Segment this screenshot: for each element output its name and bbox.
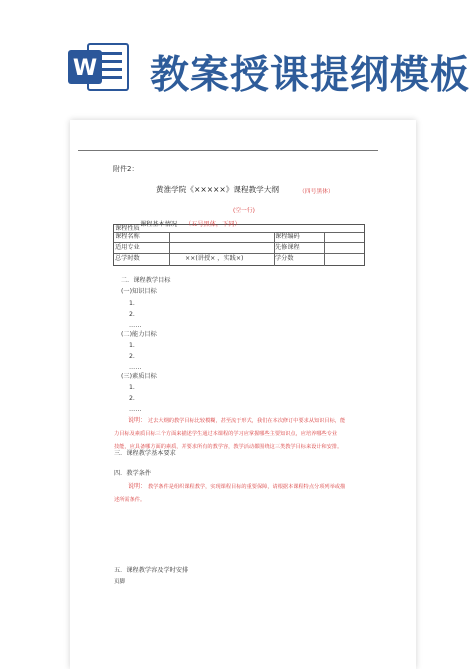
section-heading: 四．教学条件 xyxy=(114,470,152,477)
list-item: 1. xyxy=(129,384,135,391)
list-item: 1. xyxy=(129,342,135,349)
section-heading: 三．课程教学基本要求 xyxy=(114,450,176,457)
table-cell: 课程编码 xyxy=(275,233,300,240)
svg-text:W: W xyxy=(72,56,98,81)
section-heading: 五．课程教学容及学时安排 xyxy=(114,567,189,574)
table-header-label: 课程基本情况 xyxy=(140,221,178,228)
subsection-heading: (一)知识目标 xyxy=(121,288,157,295)
syllabus-title: 黄淮学院《×××××》课程教学大纲 xyxy=(156,185,279,194)
note-line: 述所需条件。 xyxy=(114,497,146,503)
note-label: 说明： xyxy=(128,483,147,490)
header-rule xyxy=(78,150,378,151)
title-font-note: （四号黑体） xyxy=(299,189,334,195)
table-cell: 学分数 xyxy=(275,255,294,262)
note-line: 技能，应具备哪方面的素质，并要求所有的教学容，教学活动都围绕这三类教学目标来设计和安排。 xyxy=(114,444,343,450)
document-page xyxy=(70,120,416,669)
attachment-label: 附件2： xyxy=(113,165,139,173)
table-cell: 总学时数 xyxy=(115,255,140,262)
note-label: 说明： xyxy=(128,417,147,424)
note-line: 力目标及素质目标三个方面来描述学生通过本课程的学习应掌握哪些主要知识点，应培养哪些专业 xyxy=(114,431,338,437)
section-heading: 二．课程教学目标 xyxy=(121,277,171,284)
table-cell: ××(讲授× ，实践×) xyxy=(185,255,244,262)
word-document-icon xyxy=(66,42,130,92)
list-item: …… xyxy=(129,406,142,413)
table-cell: 适用专业 xyxy=(115,244,140,251)
list-item: 2. xyxy=(129,311,135,318)
subsection-heading: (二)能力目标 xyxy=(121,331,157,338)
table-header-left: 课程性质 xyxy=(115,225,140,232)
page-footer-label: 页脚 xyxy=(114,579,126,585)
banner xyxy=(0,0,474,120)
table-cell: 先修课程 xyxy=(275,244,300,251)
list-item: …… xyxy=(129,322,142,329)
list-item: 1. xyxy=(129,300,135,307)
banner-title: 教案授课提纲模板 xyxy=(150,53,471,98)
list-item: …… xyxy=(129,364,142,371)
note-line: 过去大纲的教学目标比较模糊，甚至流于形式，我们在本次修订中要求从知识目标，能 xyxy=(148,418,346,424)
list-item: 2. xyxy=(129,353,135,360)
blank-line-note: (空一行) xyxy=(233,208,255,214)
table-header-note: （五号黑体，下同） xyxy=(185,221,241,228)
note-line: 教学条件是组织课程教学，实现课程目标的重要保障，请根据本课程特点分项列举或描 xyxy=(148,484,346,490)
list-item: 2. xyxy=(129,395,135,402)
table-cell: 课程名称 xyxy=(115,233,140,240)
subsection-heading: (三)素质目标 xyxy=(121,373,157,380)
